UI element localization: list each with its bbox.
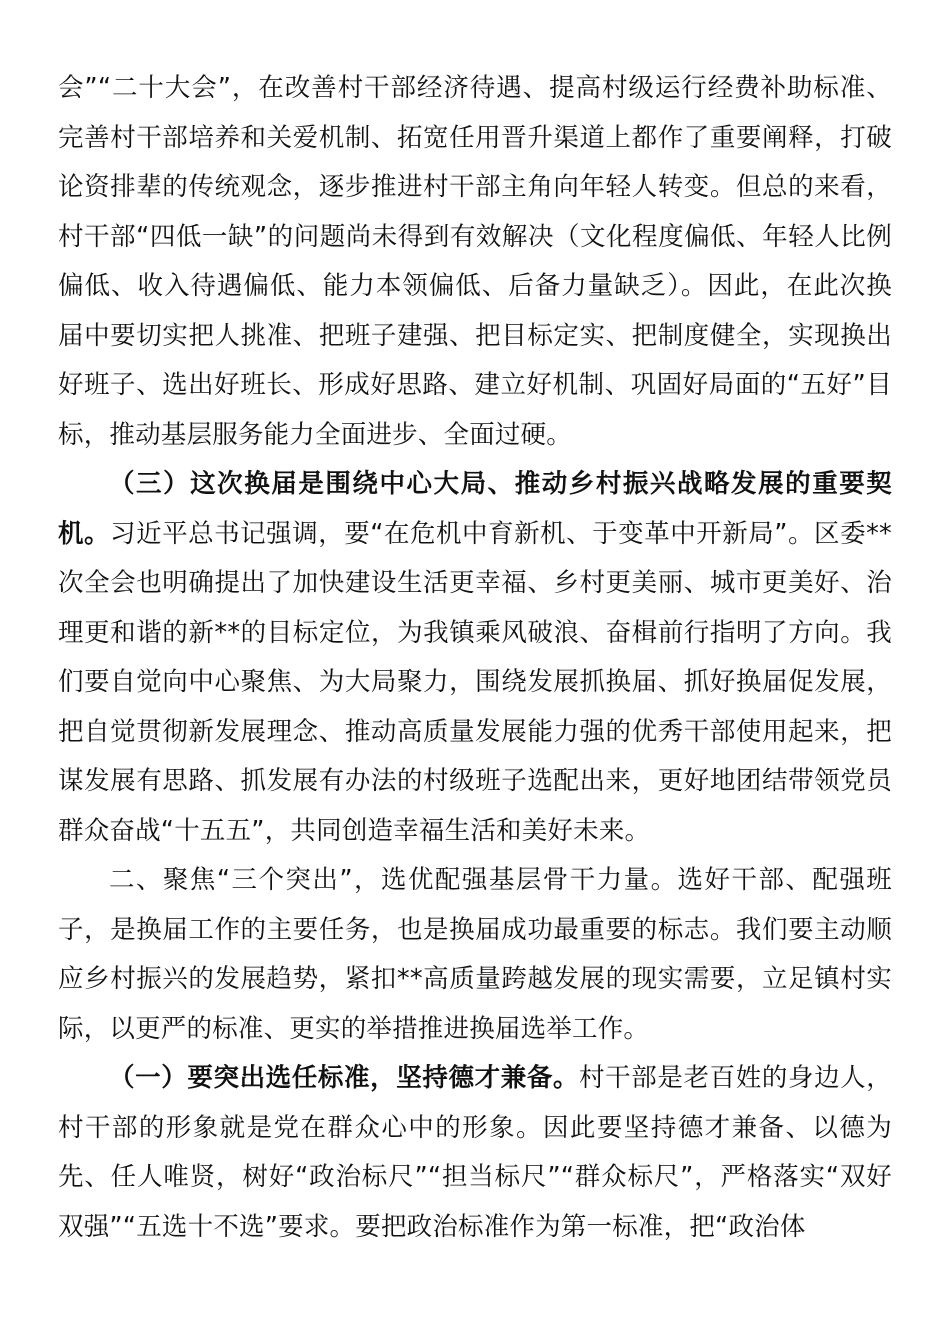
paragraph-2-text: 习近平总书记强调，要“在危机中育新机、于变革中开新局”。区委**次全会也明确提出了加快建设生活更幸福、乡村更美丽、城市更美好、治理更和谐的新**的目标定位，为我镇乘风破浪、奋楫前行指明了方向。我们要自觉向中心聚焦、为大局聚力，围绕发展抓换届、抓好换届促发展，把自觉贯彻新发展理念、推动高质量发展能力强的优秀干部使用起来，把谋发展有思路、抓发展有办法的村级班子选配出来，更好地团结带领党员群众奋战“十五五”，共同创造幸福生活和美好未来。 [58,518,892,846]
paragraph-3-text: 二、聚焦“三个突出”，选优配强基层骨干力量。选好干部、配强班子，是换届工作的主要任务，也是换届成功最重要的标志。我们要主动顺应乡村振兴的发展趋势，紧扣**高质量跨越发展的现实需要，立足镇村实际，以更严的标准、更实的举措推进换届选举工作。 [58,865,892,1044]
paragraph-3 [58,856,892,1054]
paragraph-4-text: 村干部是老百姓的身边人，村干部的形象就是党在群众心中的形象。因此要坚持德才兼备、以德为先、任人唯贤，树好“政治标尺”“担当标尺”“群众标尺”，严格落实“双好双强”“五选十不选”要求。要把政治标准作为第一标准，把“政治体 [58,1063,892,1242]
paragraph-2-heading: （三）这次换届是围绕中心大局、推动乡村振兴战略发展的重要契机。 [58,469,892,549]
paragraph-1-text: 会”“二十大会”，在改善村干部经济待遇、提高村级运行经费补助标准、完善村干部培养和关爱机制、拓宽任用晋升渠道上都作了重要阐释，打破论资排辈的传统观念，逐步推进村干部主角向年轻人转变。但总的来看，村干部“四低一缺”的问题尚未得到有效解决（文化程度偏低、年轻人比例偏低、收入待遇偏低、能力本领偏低、后备力量缺乏）。因此，在此次换届中要切实把人挑准、把班子建强、把目标定实、把制度健全，实现换出好班子、选出好班长、形成好思路、建立好机制、巩固好局面的“五好”目标，推动基层服务能力全面进步、全面过硬。 [58,73,892,450]
paragraph-2 [58,460,892,856]
paragraph-1 [58,64,892,460]
paragraph-4-heading: （一）要突出选任标准，坚持德才兼备。 [109,1063,580,1093]
document-body [58,64,892,1252]
paragraph-4 [58,1054,892,1252]
